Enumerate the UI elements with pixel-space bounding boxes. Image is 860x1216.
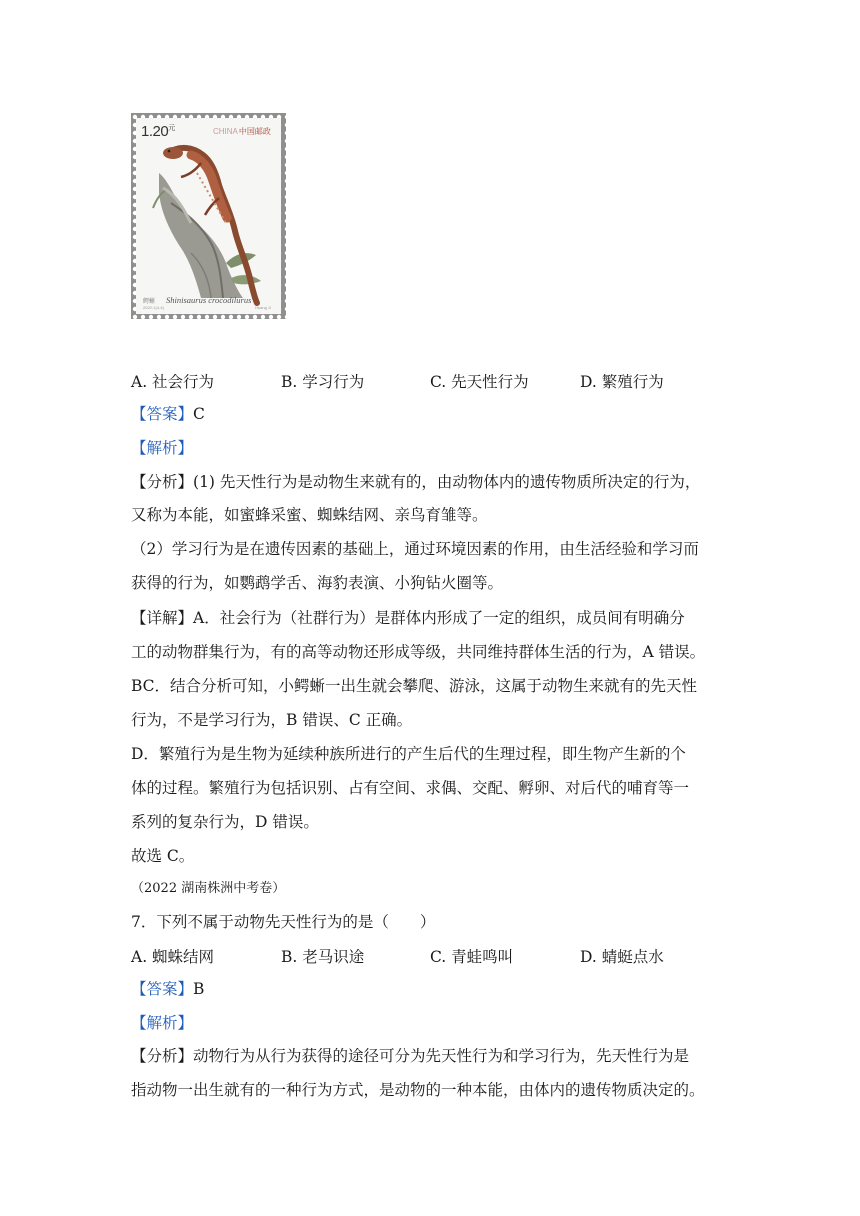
q6-conclusion: 故选 C。 — [131, 847, 195, 865]
q7-option-b: B. 老马识途 — [281, 948, 365, 966]
q6-analysis-line-2: 又称为本能，如蜜蜂采蜜、蜘蛛结网、亲鸟育雏等。 — [131, 506, 488, 524]
stamp-denomination: $1.20^元$ — [141, 123, 175, 140]
q7-analysis-line-2: 指动物一出生就有的一种行为方式，是动物的一种本能，由体内的遗传物质决定的。 — [131, 1081, 705, 1099]
q6-answer-line — [131, 404, 205, 424]
stamp-scientific-name: Shinisaurus crocodilurus — [166, 295, 252, 305]
q6-analysis-line-3: （2）学习行为是在遗传因素的基础上，通过环境因素的作用，由生活经验和学习而 — [131, 540, 699, 558]
stamp-image — [131, 113, 286, 319]
q6-option-d: D. 繁殖行为 — [580, 373, 664, 391]
stamp-artwork — [131, 113, 286, 319]
q7-answer-line — [131, 979, 204, 999]
q7-option-d: D. 蜻蜓点水 — [580, 948, 664, 966]
q6-detail-line-6: 体的过程。繁殖行为包括识别、占有空间、求偶、交配、孵卵、对后代的哺育等一 — [131, 779, 690, 797]
q6-analysis-line-4: 获得的行为，如鹦鹉学舌、海豹表演、小狗钻火圈等。 — [131, 574, 504, 592]
jiexi-tag: 【解析】 — [131, 439, 194, 457]
q7-jiexi-line — [131, 1013, 193, 1033]
q7-analysis-line-1: 【分析】动物行为从行为获得的途径可分为先天性行为和学习行为，先天性行为是 — [131, 1047, 690, 1065]
q6-detail-line-2: 工的动物群集行为，有的高等动物还形成等级，共同维持群体生活的行为，A 错误。 — [131, 643, 706, 661]
q6-detail-line-1: 【详解】A．社会行为（社群行为）是群体内形成了一定的组织，成员间有明确分 — [131, 609, 685, 627]
q6-detail-line-4: 行为，不是学习行为，B 错误、C 正确。 — [131, 711, 413, 729]
stamp-serial: 2022-1(4-4) — [143, 305, 164, 310]
q7-source: （2022 湖南株洲中考卷） — [131, 881, 286, 896]
detail-tag: 【详解】 — [131, 609, 194, 627]
answer-tag: 【答案】 — [131, 980, 194, 998]
q6-analysis-line-1: 【分析】(1) 先天性行为是动物生来就有的，由动物体内的遗传物质所决定的行为， — [131, 473, 701, 491]
stamp-maker: Huang Ji — [255, 305, 271, 310]
q6-detail-line-7: 系列的复杂行为，D 错误。 — [131, 813, 319, 831]
q6-jiexi-line — [131, 438, 193, 458]
jiexi-tag: 【解析】 — [131, 1014, 194, 1032]
q7-option-c: C. 青蛙鸣叫 — [430, 948, 514, 966]
q6-option-b: B. 学习行为 — [281, 373, 365, 391]
stamp-common-name: 鳄蜥 — [143, 299, 156, 305]
q6-detail-line-5: D．繁殖行为是生物为延续种族所进行的产生后代的生理过程，即生物产生新的个 — [131, 745, 686, 763]
q6-option-c: C. 先天性行为 — [430, 373, 529, 391]
stamp-issuer: CHINA中国邮政 — [213, 127, 271, 136]
answer-tag: 【答案】 — [131, 405, 194, 423]
q7-stem: 7．下列不属于动物先天性行为的是（ ） — [131, 913, 436, 931]
analysis-tag: 【分析】 — [131, 1047, 194, 1065]
q7-option-a: A. 蜘蛛结网 — [131, 948, 215, 966]
q6-detail-line-3: BC．结合分析可知，小鳄蜥一出生就会攀爬、游泳，这属于动物生来就有的先天性 — [131, 677, 698, 695]
q6-answer: C — [193, 405, 205, 423]
q6-option-a: A. 社会行为 — [131, 373, 215, 391]
analysis-tag: 【分析】 — [131, 473, 194, 491]
q7-answer: B — [193, 980, 205, 998]
